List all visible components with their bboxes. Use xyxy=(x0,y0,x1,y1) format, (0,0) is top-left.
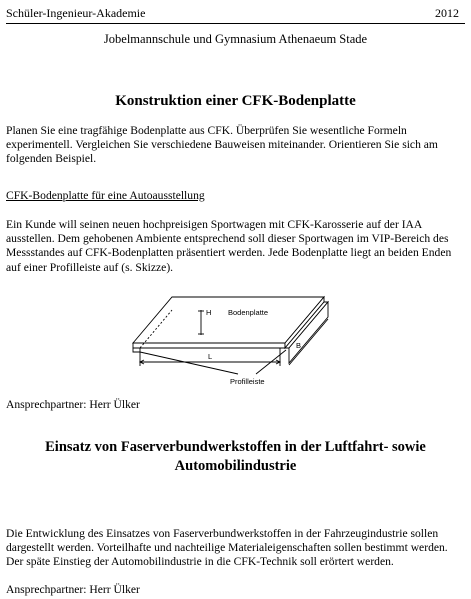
section2-contact: Ansprechpartner: Herr Ülker xyxy=(6,583,140,596)
sketch-label-profile: Profilleiste xyxy=(230,377,265,386)
section2-title: Einsatz von Faserverbundwerkstoffen in der Luftfahrt- sowie Automobilindustrie xyxy=(45,439,426,474)
sketch-label-b: B xyxy=(296,341,302,350)
sketch-label-plate: Bodenplatte xyxy=(228,308,269,317)
section2-description: Die Entwicklung des Einsatzes von Faserverbundwerkstoffen in der Fahrzeugindustrie sollen dargestellt werden. Vorteilhafte und nachteilige Materialeigenschaften sollen bestimmt werden. Der späte Einstieg der Automobilindustrie in die CFK-Technik soll erörtert werden. xyxy=(6,527,448,569)
section1-intro: Planen Sie eine tragfähige Bodenplatte aus CFK. Überprüfen Sie wesentliche Formeln experimentell. Vergleichen Sie verschiedene Bauweisen miteinander. Orientieren Sie sich am folgenden Beispiel. xyxy=(6,124,438,166)
header-rule xyxy=(6,23,465,24)
section1-subtitle: CFK-Bodenplatte für eine Autoausstellung xyxy=(6,189,205,202)
section1-description: Ein Kunde will seinen neuen hochpreisigen Sportwagen mit CFK-Karosserie auf der IAA ausstellen. Dem gehobenen Ambiente entsprechend soll dieser Sportwagen im VIP-Bereich des Messstandes auf CFK-Bodenplatten präsentiert werden. Jede Bodenplatte liegt an beiden Enden auf einer Profilleiste auf (s. Skizze). xyxy=(6,218,452,274)
section1-title: Konstruktion einer CFK-Bodenplatte xyxy=(115,93,356,109)
year: 2012 xyxy=(435,6,459,20)
section1-contact: Ansprechpartner: Herr Ülker xyxy=(6,398,140,411)
program-name: Schüler-Ingenieur-Akademie xyxy=(6,6,146,20)
school-names: Jobelmannschule und Gymnasium Athenaeum Stade xyxy=(103,32,368,46)
floor-plate-sketch xyxy=(128,290,333,390)
sketch-label-h: H xyxy=(206,308,212,317)
sketch-label-l: L xyxy=(208,352,213,361)
